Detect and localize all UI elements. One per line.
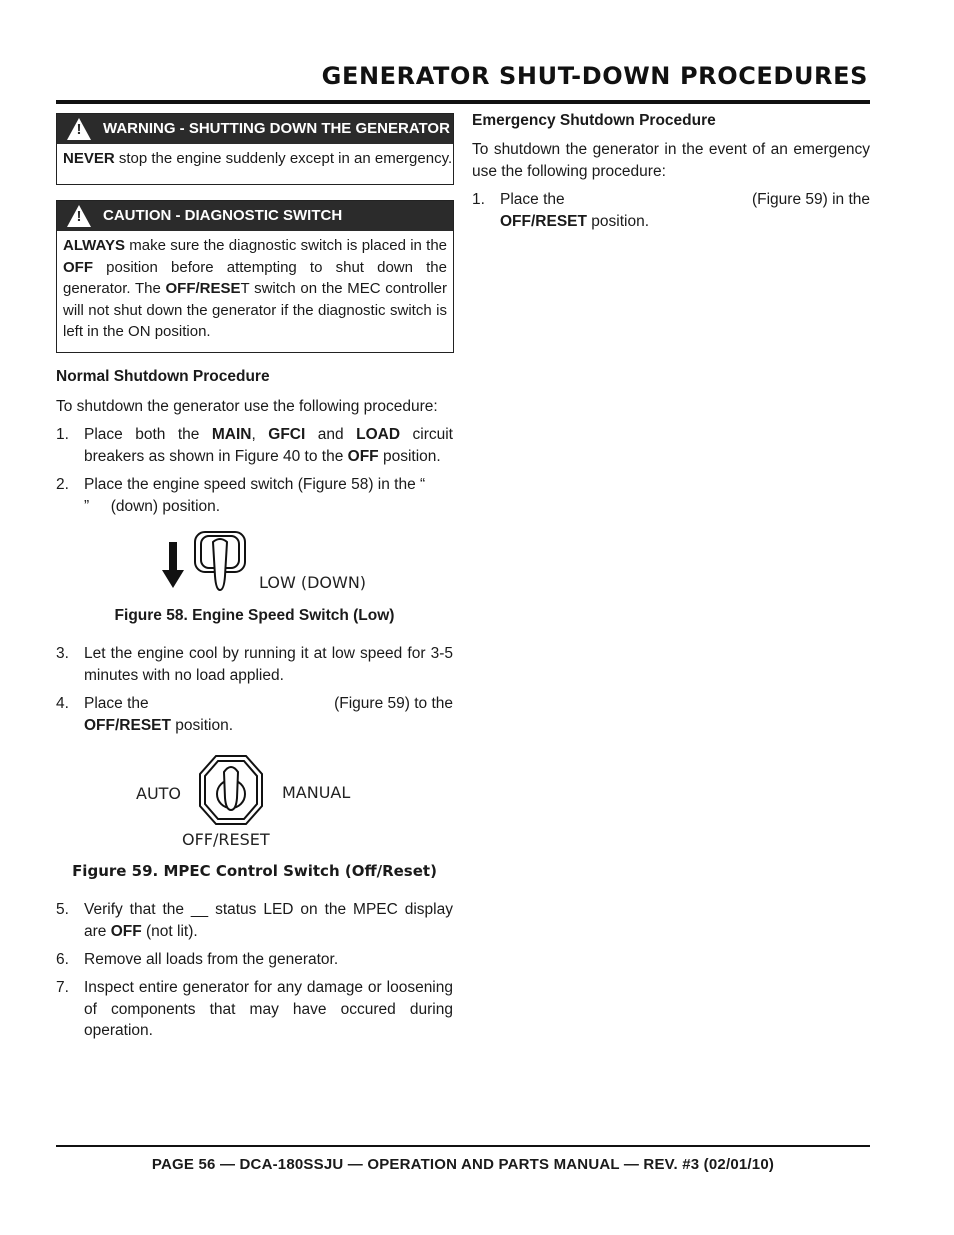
caution-box [56,200,454,353]
main-breaker: MAIN [211,426,252,443]
gfci-breaker: GFCI [268,426,306,443]
caution-offreset: OFF/RESE [165,280,241,297]
step-text [84,899,453,942]
caution-heading: CAUTION - DIAGNOSTIC SWITCH [103,207,343,224]
step-text [500,189,870,232]
toggle-switch-icon [200,756,262,824]
off-label: OFF [347,447,379,465]
text-run: Place the engine speed switch (Figure 58) in the “ [84,476,426,493]
auto-label: AUTO [136,784,182,803]
figure-58-caption: Figure 58. Engine Speed Switch (Low) [114,607,395,624]
warning-lead: NEVER [63,150,115,167]
footer-rule [56,1145,870,1147]
text-run: ” (down) position. [84,497,221,515]
step-number: 5. [56,901,69,918]
step-text [84,424,453,467]
text-run: and [305,426,357,443]
text-run: Verify that the __ status LED on the MPEC display are [84,901,453,940]
step-number: 3. [56,645,69,662]
normal-shutdown-heading: Normal Shutdown Procedure [56,368,270,385]
offreset-label: OFF/RESET [500,212,587,230]
normal-shutdown-intro: To shutdown the generator use the following procedure: [56,398,438,415]
normal-step-1 [56,424,453,468]
step-number: 2. [56,476,69,493]
off-label: OFF [110,922,142,940]
normal-step-4 [56,693,453,737]
caution-text-2: position before attempting to shut down the generator. The [63,258,447,297]
normal-step-2 [56,474,453,518]
step-number: 6. [56,951,69,968]
page-footer: PAGE 56 — DCA-180SSJU — OPERATION AND PARTS MANUAL — REV. #3 (02/01/10) [151,1156,775,1173]
mpec-control-switch-figure [198,754,264,826]
emergency-shutdown-intro: To shutdown the generator in the event of an emergency use the following procedure: [472,141,870,180]
step-number: 7. [56,979,69,996]
normal-step-5 [56,899,453,943]
offreset-label: OFF/RESET [84,716,171,734]
text-run: (Figure 59) in the [751,191,870,208]
caution-body [57,231,453,347]
text-run: position. [170,716,234,734]
step-text [84,693,453,736]
normal-step-6 [56,949,453,971]
normal-step-7 [56,977,453,1039]
text-run: circuit breakers as shown in Figure 40 to the [84,426,453,465]
emergency-shutdown-heading: Emergency Shutdown Procedure [472,112,716,129]
header-rule [56,100,870,104]
text-run: Place both the [84,426,212,443]
normal-step-3 [56,643,453,687]
step-number: 1. [472,191,485,208]
warning-box [56,113,454,185]
warning-text: stop the engine suddenly except in an emergency. [114,150,453,167]
engine-speed-switch-figure [158,528,258,600]
text-run: (Figure 59) to the [334,695,453,712]
caution-box-header [57,201,453,231]
caution-always: ALWAYS [63,237,125,254]
figure-59-caption: Figure 59. MPEC Control Switch (Off/Reset) [72,862,437,880]
text-run: position. [378,447,441,465]
text-run: Place the [500,191,565,208]
warning-box-header [57,114,453,144]
step-text: Inspect entire generator for any damage or loosening of components that may have occured during operation. [84,979,453,1039]
step-text [84,474,453,517]
emergency-step-1 [472,189,870,233]
caution-text-3: T switch on the MEC controller will not shut down the generator if the diagnostic switch is left in the ON position. [63,280,447,340]
step-number: 1. [56,426,69,443]
warning-heading: WARNING - SHUTTING DOWN THE GENERATOR [103,120,450,137]
page-title: GENERATOR SHUT-DOWN PROCEDURES [321,62,868,90]
low-down-label: LOW (DOWN) [259,573,367,592]
toggle-switch-icon [195,532,245,590]
down-arrow-icon [162,542,184,588]
caution-off: OFF [63,258,93,276]
load-breaker: LOAD [356,426,401,443]
text-run: (not lit). [141,922,198,940]
step-text: Let the engine cool by running it at low speed for 3-5 minutes with no load applied. [84,645,453,684]
off-reset-label: OFF/RESET [182,830,270,849]
step-text: Remove all loads from the generator. [84,951,339,968]
manual-label: MANUAL [282,783,351,802]
step-number: 4. [56,695,69,712]
text-run: , [251,426,269,443]
exclamation-icon: ! [76,208,82,225]
exclamation-icon: ! [76,121,82,138]
warning-body [57,144,453,174]
text-run: position. [586,212,650,230]
caution-text-1: make sure the diagnostic switch is placed in the [124,237,447,254]
text-run: Place the [84,695,149,712]
